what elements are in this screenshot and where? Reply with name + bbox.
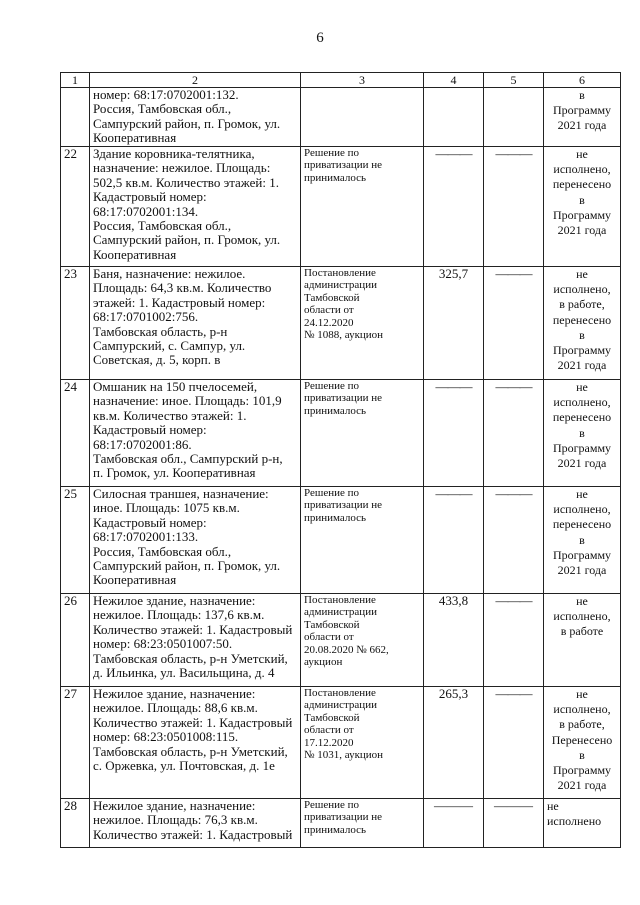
object-description: номер: 68:17:0702001:132. Россия, Тамбовская обл., Сампурский район, п. Громок, ул. Кооперативная: [90, 88, 301, 147]
table-row: [61, 88, 621, 147]
column-5-cell: [484, 88, 544, 147]
privatization-table: [60, 72, 621, 848]
column-5-cell: ———: [484, 380, 544, 487]
row-number: [61, 88, 90, 147]
column-5-cell: ———: [484, 799, 544, 848]
object-description: Нежилое здание, назначение: нежилое. Площадь: 88,6 кв.м. Количество этажей: 1. Кадастровый номер: 68:23:0501008:115. Тамбовская область, р-н Уметский, с. Оржевка, ул. Почтовская, д. 1е: [90, 687, 301, 799]
row-number: 27: [61, 687, 90, 799]
price-cell: [424, 88, 484, 147]
row-number: 26: [61, 594, 90, 687]
decision-cell: Постановление администрации Тамбовской области от 24.12.2020 № 1088, аукцион: [301, 267, 424, 380]
object-description: Баня, назначение: нежилое. Площадь: 64,3 кв.м. Количество этажей: 1. Кадастровый номер: 68:17:0701002:756. Тамбовская область, р-н Сампурский, с. Сампур, ул. Советская, д. 5, корп. в: [90, 267, 301, 380]
column-header: 3: [301, 73, 424, 88]
object-description: Здание коровника-телятника, назначение: нежилое. Площадь: 502,5 кв.м. Количество этажей: 1. Кадастровый номер: 68:17:0702001:134. Россия, Тамбовская обл., Сампурский район, п. Громок, ул. Кооперативная: [90, 147, 301, 267]
price-cell: 265,3: [424, 687, 484, 799]
row-number: 23: [61, 267, 90, 380]
column-5-cell: ———: [484, 594, 544, 687]
table-row: [61, 687, 621, 799]
column-header: 2: [90, 73, 301, 88]
row-number: 25: [61, 487, 90, 594]
column-5-cell: ———: [484, 147, 544, 267]
column-5-cell: ———: [484, 487, 544, 594]
price-cell: ———: [424, 147, 484, 267]
column-header: 4: [424, 73, 484, 88]
column-header: 1: [61, 73, 90, 88]
row-number: 22: [61, 147, 90, 267]
decision-cell: [301, 88, 424, 147]
status-cell: не исполнено: [544, 799, 621, 848]
page-number: 6: [316, 30, 324, 46]
table-row: [61, 487, 621, 594]
decision-cell: Постановление администрации Тамбовской области от 20.08.2020 № 662, аукцион: [301, 594, 424, 687]
decision-cell: Решение по приватизации не принималось: [301, 380, 424, 487]
status-cell: не исполнено, в работе: [544, 594, 621, 687]
object-description: Омшаник на 150 пчелосемей, назначение: иное. Площадь: 101,9 кв.м. Количество этажей: 1. Кадастровый номер: 68:17:0702001:86. Тамбовская обл., Сампурский р-н, п. Громок, ул. Кооперативная: [90, 380, 301, 487]
column-5-cell: ———: [484, 687, 544, 799]
price-cell: ———: [424, 380, 484, 487]
status-cell: в Программу 2021 года: [544, 88, 621, 147]
price-cell: 433,8: [424, 594, 484, 687]
table-row: [61, 147, 621, 267]
status-cell: не исполнено, перенесено в Программу 2021 года: [544, 487, 621, 594]
price-cell: ———: [424, 799, 484, 848]
decision-cell: Решение по приватизации не принималось: [301, 487, 424, 594]
decision-cell: Постановление администрации Тамбовской области от 17.12.2020 № 1031, аукцион: [301, 687, 424, 799]
row-number: 28: [61, 799, 90, 848]
object-description: Нежилое здание, назначение: нежилое. Площадь: 76,3 кв.м. Количество этажей: 1. Кадастровый: [90, 799, 301, 848]
status-cell: не исполнено, перенесено в Программу 2021 года: [544, 380, 621, 487]
table-row: [61, 594, 621, 687]
decision-cell: Решение по приватизации не принималось: [301, 799, 424, 848]
table-row: [61, 380, 621, 487]
price-cell: 325,7: [424, 267, 484, 380]
status-cell: не исполнено, в работе, Перенесено в Программу 2021 года: [544, 687, 621, 799]
row-number: 24: [61, 380, 90, 487]
table-row: [61, 799, 621, 848]
status-cell: не исполнено, в работе, перенесено в Программу 2021 года: [544, 267, 621, 380]
header-row: [61, 73, 621, 88]
object-description: Нежилое здание, назначение: нежилое. Площадь: 137,6 кв.м. Количество этажей: 1. Кадастровый номер: 68:23:0501007:50. Тамбовская область, р-н Уметский, д. Ильинка, ул. Васильщина, д. 4: [90, 594, 301, 687]
column-header: 5: [484, 73, 544, 88]
price-cell: ———: [424, 487, 484, 594]
status-cell: не исполнено, перенесено в Программу 2021 года: [544, 147, 621, 267]
object-description: Силосная траншея, назначение: иное. Площадь: 1075 кв.м. Кадастровый номер: 68:17:0702001:133. Россия, Тамбовская обл., Сампурский район, п. Громок, ул. Кооперативная: [90, 487, 301, 594]
column-header: 6: [544, 73, 621, 88]
column-5-cell: ———: [484, 267, 544, 380]
decision-cell: Решение по приватизации не принималось: [301, 147, 424, 267]
table-row: [61, 267, 621, 380]
